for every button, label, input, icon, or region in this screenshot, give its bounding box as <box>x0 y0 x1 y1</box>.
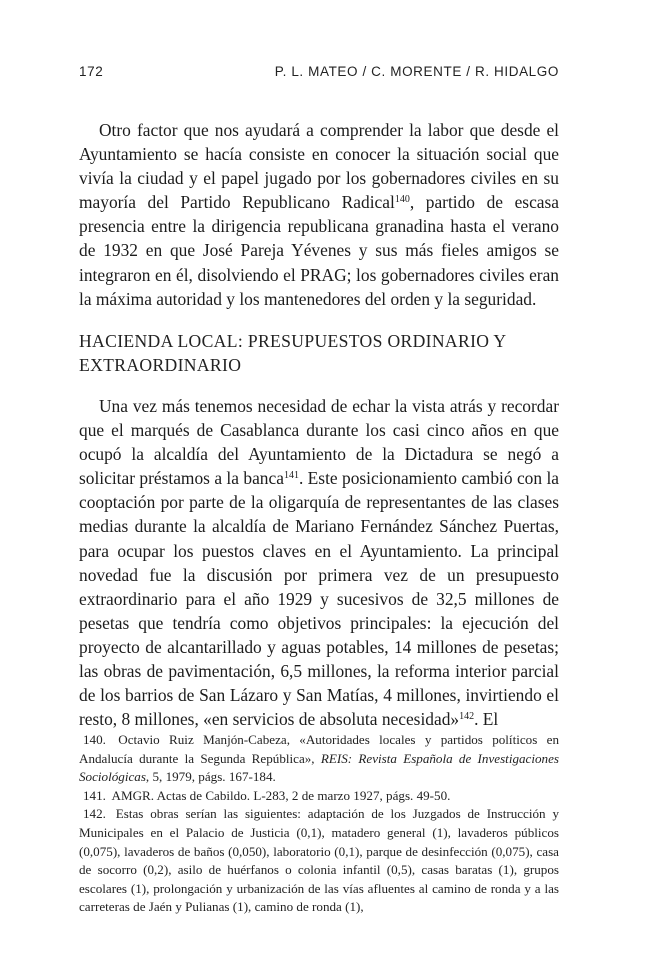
paragraph-text: . El <box>474 709 499 730</box>
footnotes <box>79 731 559 917</box>
journal-title: REIS: Revista Española de Investigaciones Sociológicas <box>79 750 559 785</box>
body-paragraph-2-block <box>79 394 559 731</box>
paragraph-text: Otro factor que nos ayudará a comprender la labor que desde el Ayuntamiento se hacía consiste en conocer la situación social que vivía la ciudad y el papel jugado por los gobernadores civiles en su mayoría del Partido Republicano Radical <box>79 120 559 213</box>
body-paragraph <box>79 394 559 731</box>
footnote-text: AMGR. Actas de Cabildo. L-283, 2 de marzo 1927, págs. 49-50. <box>111 787 451 803</box>
running-header-authors: P. L. MATEO / C. MORENTE / R. HIDALGO <box>274 64 559 79</box>
page-number: 172 <box>79 64 104 79</box>
footnote-ref: 140 <box>394 194 410 206</box>
body-paragraph-1-block <box>79 118 559 311</box>
footnote-number: 142. <box>83 806 106 822</box>
footnote-140 <box>79 731 559 787</box>
body-paragraph <box>79 118 559 311</box>
running-header <box>79 64 559 79</box>
footnote-141 <box>79 787 559 806</box>
footnote-text: , 5, 1979, págs. 167-184. <box>145 769 276 785</box>
footnote-ref: 142 <box>459 711 475 723</box>
footnote-number: 141. <box>83 787 106 803</box>
footnote-text: Estas obras serían las siguientes: adaptación de los Juzgados de Instrucción y Municipales en el Palacio de Justicia (0,1), matadero general (1), lavaderos públicos (0,075), lavaderos de baños (0,050), laboratorio (0,1), parque de desinfección (0,075), casa de socorro (0,2), asilo de huérfanos o colonia infantil (0,5), casas baratas (1), grupos escolares (1), prolongación y urbanización de las vías afluentes al camino de ronda y a las carreteras de Jaén y Pulianas (1), camino de ronda (1), <box>79 806 559 915</box>
footnote-number: 140. <box>83 732 106 747</box>
footnote-142 <box>79 805 559 917</box>
footnote-text: Octavio Ruiz Manjón-Cabeza, «Autoridades locales y partidos políticos en Andalucía durante la Segunda República», <box>79 732 559 766</box>
paragraph-text: Una vez más tenemos necesidad de echar la vista atrás y recordar que el marqués de Casablanca durante los casi cinco años en que ocupó la alcaldía del Ayuntamiento de la Dictadura se negó a solicitar préstamos a la banca <box>79 396 559 489</box>
paragraph-text: , partido de escasa presencia entre la dirigencia republicana granadina hasta el verano de 1932 en que José Pareja Yévenes y sus más fieles amigos se integraron en él, disolviendo el PRAG; los gobernadores civiles eran la máxima autoridad y los mantenedores del orden y la seguridad. <box>79 192 559 309</box>
section-heading: HACIENDA LOCAL: PRESUPUESTOS ORDINARIO Y EXTRAORDINARIO <box>79 331 506 375</box>
paragraph-text: . Este posicionamiento cambió con la cooptación por parte de la oligarquía de representantes de las clases medias durante la alcaldía de Mariano Fernández Sánchez Puertas, para ocupar los puestos claves en el Ayuntamiento. La principal novedad fue la discusión por primera vez de un presupuesto extraordinario para el año 1929 y sucesivos de 32,5 millones de pesetas que tendría como objetivos principales: la ejecución del proyecto de alcantarillado y aguas potables, 14 millones de pesetas; las obras de pavimentación, 6,5 millones, la reforma interior parcial de los barrios de San Lázaro y San Matías, 4 millones, invirtiendo el resto, 8 millones, «en servicios de absoluta necesidad» <box>79 468 559 730</box>
footnote-ref: 141 <box>283 470 299 482</box>
